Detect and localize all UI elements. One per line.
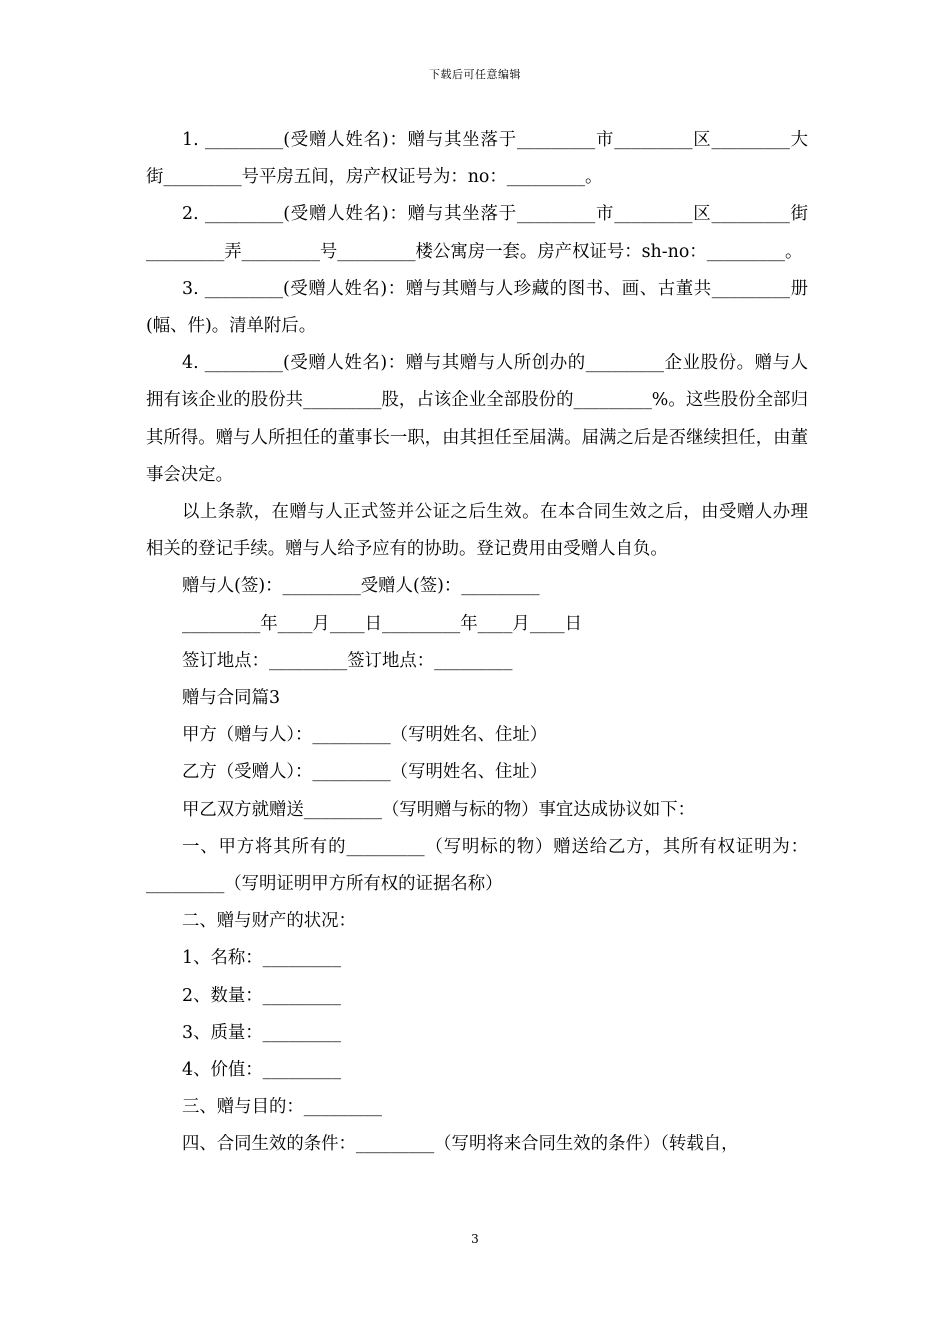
party-b-line: 乙方（受赠人）：_________（写明姓名、住址） — [182, 762, 548, 783]
section-heading: 赠与合同篇3 — [182, 688, 281, 709]
effectiveness-paragraph: 以上条款，在赠与人正式签并公证之后生效。在本合同生效之后，由受赠人办理相关的登记手续。赠与人给予应有的协助。登记费用由受赠人自负。 — [146, 502, 808, 560]
article-3: 三、赠与目的：_________ — [182, 1097, 382, 1118]
clause-3: 3. _________(受赠人姓名)：赠与其赠与人珍藏的图书、画、古董共_________册(幅、件)。清单附后。 — [146, 278, 808, 337]
property-quantity-line: 2、数量：_________ — [182, 985, 341, 1006]
clause-4: 4. _________(受赠人姓名)：赠与其赠与人所创办的_________企业股份。赠与人拥有该企业的股份共_________股，占该企业全部股份的_________%。这些股份全部归其所得。赠与人所担任的董事长一职，由其担任至届满。届满之后是否继续担任，由董事会决定。 — [146, 353, 808, 485]
date-line: _________年____月____日_________年____月____日 — [182, 613, 582, 634]
clause-1: 1. _________(受赠人姓名)：赠与其坐落于_________市_________区_________大街_________号平房五间，房产权证号为：no：_________。 — [146, 130, 808, 188]
agreement-intro: 甲乙双方就赠送_________（写明赠与标的物）事宜达成协议如下： — [182, 799, 696, 820]
party-a-line: 甲方（赠与人）：_________（写明姓名、住址） — [182, 725, 548, 746]
document-body — [146, 122, 808, 1164]
page-header: 下载后可任意编辑 — [429, 68, 521, 81]
clause-2: 2. _________(受赠人姓名)：赠与其坐落于_________市_________区_________街_________弄_________号_________楼公寓房一套。房产权证号：sh-no：_________。 — [146, 204, 808, 262]
signing-place-line: 签订地点：_________签订地点：_________ — [182, 650, 513, 671]
property-name-line: 1、名称：_________ — [182, 948, 341, 969]
page-number: 3 — [471, 1232, 479, 1246]
signature-line: 赠与人(签)：_________受赠人(签)：_________ — [182, 576, 540, 597]
property-value-line: 4、价值：_________ — [182, 1060, 341, 1081]
article-4: 四、合同生效的条件：_________（写明将来合同生效的条件）（转载自， — [182, 1134, 739, 1155]
property-quality-line: 3、质量：_________ — [182, 1022, 341, 1043]
article-2-heading: 二、赠与财产的状况： — [182, 911, 356, 932]
article-1: 一、甲方将其所有的_________（写明标的物）赠送给乙方，其所有权证明为：_________（写明证明甲方所有权的证据名称） — [146, 836, 808, 895]
